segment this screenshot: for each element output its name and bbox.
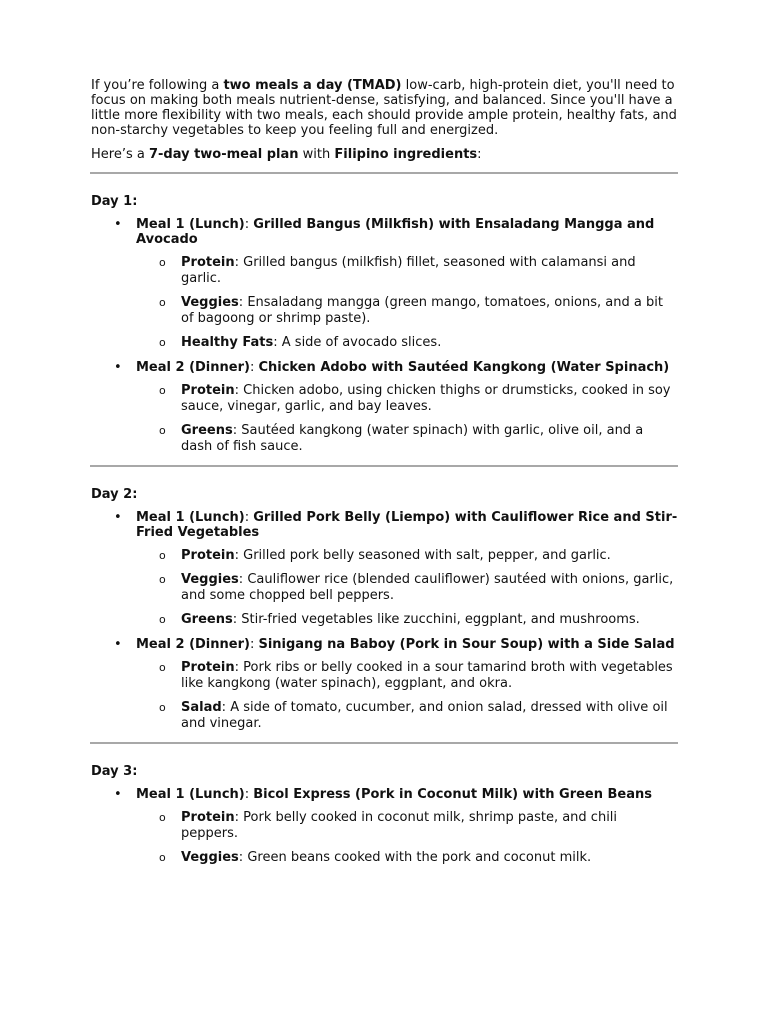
component-text: Pork ribs or belly cooked in a sour tamarind broth with vegetables like kangkong (water spinach), eggplant, and okra. (181, 660, 673, 691)
meal-title (136, 787, 678, 802)
plan-intro-text: : (477, 147, 482, 162)
component-separator: : (238, 850, 248, 865)
component-separator: : (238, 572, 248, 587)
meal-label: Meal 2 (Dinner) (136, 360, 250, 375)
day-heading: Day 2: (91, 487, 138, 502)
plan-intro-text: with (298, 147, 335, 162)
meal-name: Grilled Pork Belly (Liempo) with Cauliflower Rice and Stir-Fried Vegetables (136, 510, 678, 540)
meal-title (136, 637, 678, 652)
component-label: Protein (181, 548, 235, 563)
meal-item (91, 217, 678, 351)
component-label: Veggies (181, 572, 239, 587)
meal-separator: : (244, 217, 254, 232)
plan-intro-emphasis: Filipino ingredients (334, 147, 478, 162)
component-separator: : (234, 383, 244, 398)
meal-component (136, 335, 678, 351)
component-separator: : (234, 548, 244, 563)
meal-label: Meal 2 (Dinner) (136, 637, 250, 652)
intro-emphasis: two meals a day (TMAD) (223, 78, 402, 93)
meal-component (136, 850, 678, 866)
meal-components (136, 255, 678, 351)
component-text: Grilled bangus (milkfish) fillet, seasoned with calamansi and garlic. (181, 255, 636, 286)
component-label: Greens (181, 423, 233, 438)
component-separator: : (232, 612, 242, 627)
meal-components (136, 660, 678, 732)
component-text: Stir-fried vegetables like zucchini, eggplant, and mushrooms. (241, 612, 640, 627)
component-separator: : (273, 335, 282, 350)
meal-list (91, 787, 678, 866)
component-separator: : (232, 423, 242, 438)
section-divider (90, 742, 678, 744)
intro-paragraph (91, 78, 678, 138)
component-label: Healthy Fats (181, 335, 274, 350)
intro-text: low-carb, high-protein diet, you'll need to focus on making both meals nutrient-dense, satisfying, and balanced. Since you'll have a little more flexibility with two meals, each should provide ample protein, healthy fats, and non-starchy vegetables to keep you feeling full and energized. (91, 78, 677, 138)
meal-name: Chicken Adobo with Sautéed Kangkong (Water Spinach) (258, 360, 670, 375)
component-text: A side of avocado slices. (281, 335, 442, 350)
component-text: Sautéed kangkong (water spinach) with garlic, olive oil, and a dash of fish sauce. (181, 423, 644, 454)
meal-name: Sinigang na Baboy (Pork in Sour Soup) with a Side Salad (258, 637, 675, 652)
meal-title (136, 217, 678, 247)
component-separator: : (234, 810, 244, 825)
section-divider (90, 172, 678, 174)
meal-component (136, 810, 678, 842)
meal-component (136, 660, 678, 692)
plan-intro-emphasis: 7-day two-meal plan (148, 147, 299, 162)
document-content (91, 78, 678, 875)
meal-label: Meal 1 (Lunch) (136, 787, 245, 802)
meal-title (136, 360, 678, 375)
meal-component (136, 295, 678, 327)
component-separator: : (221, 700, 231, 715)
component-text: Green beans cooked with the pork and coconut milk. (247, 850, 592, 865)
component-label: Greens (181, 612, 233, 627)
component-label: Veggies (181, 295, 239, 310)
component-label: Veggies (181, 850, 239, 865)
component-text: Ensaladang mangga (green mango, tomatoes, onions, and a bit of bagoong or shrimp paste). (181, 295, 663, 326)
day-heading: Day 1: (91, 194, 138, 209)
plan-intro-text: Here’s a (91, 147, 149, 162)
meal-list (91, 510, 678, 732)
component-separator: : (238, 295, 248, 310)
meal-component (136, 548, 678, 564)
component-text: Cauliflower rice (blended cauliflower) sautéed with onions, garlic, and some chopped bell peppers. (181, 572, 674, 603)
meal-component (136, 255, 678, 287)
meal-component (136, 700, 678, 732)
meal-name: Grilled Bangus (Milkfish) with Ensaladang Mangga and Avocado (136, 217, 655, 247)
component-label: Protein (181, 255, 235, 270)
days-container (91, 194, 678, 866)
meal-components (136, 383, 678, 455)
component-text: Chicken adobo, using chicken thighs or drumsticks, cooked in soy sauce, vinegar, garlic, and bay leaves. (181, 383, 671, 414)
meal-list (91, 217, 678, 455)
meal-separator: : (249, 360, 259, 375)
meal-item (91, 637, 678, 732)
meal-component (136, 612, 678, 628)
component-label: Protein (181, 660, 235, 675)
meal-separator: : (249, 637, 259, 652)
meal-item (91, 360, 678, 455)
meal-label: Meal 1 (Lunch) (136, 217, 245, 232)
component-label: Protein (181, 810, 235, 825)
meal-item (91, 510, 678, 628)
meal-component (136, 572, 678, 604)
component-label: Protein (181, 383, 235, 398)
meal-components (136, 810, 678, 866)
meal-separator: : (244, 510, 254, 525)
meal-title (136, 510, 678, 540)
meal-separator: : (244, 787, 254, 802)
component-text: A side of tomato, cucumber, and onion salad, dressed with olive oil and vinegar. (181, 700, 668, 731)
intro-text: If you’re following a (91, 78, 224, 93)
meal-name: Bicol Express (Pork in Coconut Milk) with Green Beans (253, 787, 653, 802)
component-label: Salad (181, 700, 222, 715)
meal-item (91, 787, 678, 866)
meal-component (136, 383, 678, 415)
component-text: Grilled pork belly seasoned with salt, pepper, and garlic. (243, 548, 611, 563)
component-text: Pork belly cooked in coconut milk, shrimp paste, and chili peppers. (181, 810, 618, 841)
day-heading: Day 3: (91, 764, 138, 779)
component-separator: : (234, 660, 244, 675)
meal-label: Meal 1 (Lunch) (136, 510, 245, 525)
component-separator: : (234, 255, 244, 270)
meal-components (136, 548, 678, 628)
section-divider (90, 465, 678, 467)
plan-intro-paragraph (91, 147, 678, 162)
meal-component (136, 423, 678, 455)
